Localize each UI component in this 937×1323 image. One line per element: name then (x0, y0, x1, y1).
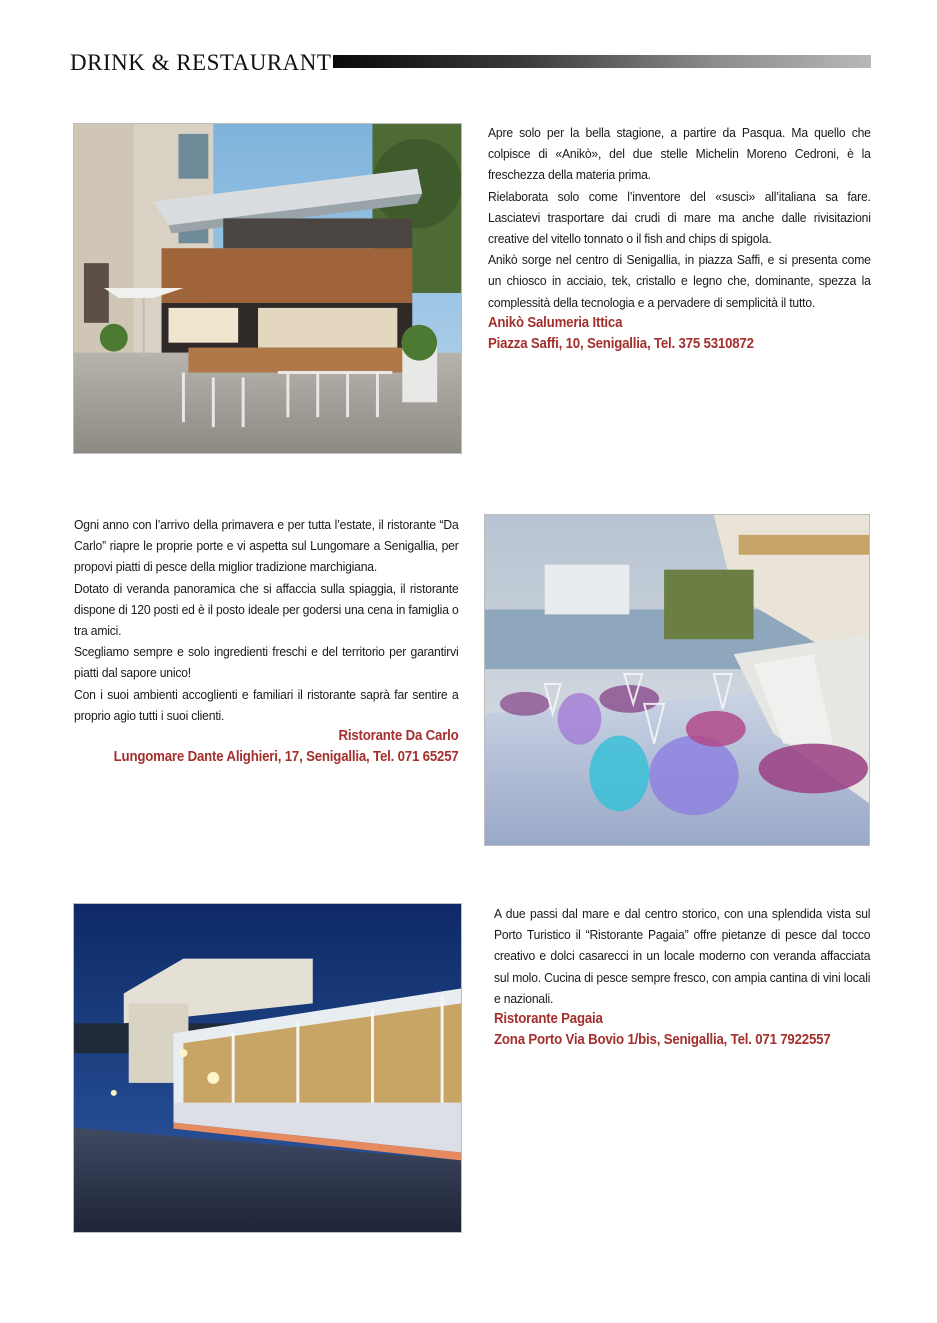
page-title: DRINK & RESTAURANT (70, 50, 332, 75)
venue-address: Zona Porto Via Bovio 1/bis, Senigallia, Tel. 071 7922557 (494, 1032, 831, 1049)
photo-da-carlo-terrace (484, 514, 870, 846)
venue-name: Anikò Salumeria Ittica (488, 314, 623, 331)
article-paragraph: Dotato di veranda panoramica che si affaccia sulla spiaggia, il ristorante dispone di 120 posti ed è il posto ideale per godersi una cena in famiglia o tra amici. (74, 580, 459, 639)
article-paragraph: Ogni anno con l’arrivo della primavera e per tutta l’estate, il ristorante “Da Carlo” riapre le proprie porte e vi aspetta sul Lungomare a Senigallia, per propovi piatti di pesce della miglior tradizione marchigiana. (74, 517, 459, 575)
photo-pagaia-veranda (73, 903, 462, 1233)
venue-address: Lungomare Dante Alighieri, 17, Senigallia, Tel. 071 65257 (113, 749, 459, 766)
venue-address: Piazza Saffi, 10, Senigallia, Tel. 375 5310872 (488, 336, 754, 353)
article-paragraph: A due passi dal mare e dal centro storico, con una splendida vista sul Porto Turistico il “Ristorante Pagaia” offre pietanze di pesce dal tocco creativo e dolci casarecci in un locale moderno con veranda affacciata sul molo. Cucina di pesce sempre fresco, con ampia cantina di vini locali e nazionali. (494, 906, 871, 1006)
article-paragraph: Rielaborata solo come l’inventore del «susci» all’italiana sa fare. Lasciatevi trasportare dai crudi di mare ma anche dalle rivisitazioni creative del vitello tonnato o il fish and chips di spigola. (488, 188, 871, 247)
article-aniko-text (488, 122, 871, 355)
article-paragraph: Apre solo per la bella stagione, a partire da Pasqua. Ma quello che colpisce di «Anikò», del due stelle Michelin Moreno Cedroni, è la freschezza della materia prima. (488, 125, 871, 183)
article-paragraph: Scegliamo sempre e solo ingredienti freschi e del territorio per garantirvi piatti dal sapore unico! (74, 644, 459, 681)
venue-name: Ristorante Pagaia (494, 1011, 603, 1028)
article-paragraph: Con i suoi ambienti accoglienti e familiari il ristorante saprà far sentire a proprio agio tutti i suoi clienti. (74, 686, 459, 723)
header-gradient-bar (333, 55, 871, 68)
article-pagaia-text (494, 903, 870, 1051)
venue-name: Ristorante Da Carlo (338, 728, 459, 745)
article-paragraph: Anikò sorge nel centro di Senigallia, in piazza Saffi, e si presenta come un chiosco in acciaio, tek, cristallo e legno che, dominante, spezza la complessità della tecnologia e a pervadere di semplicità il tutto. (488, 252, 871, 310)
article-da-carlo-text (74, 514, 459, 768)
photo-aniko-kiosk (73, 123, 462, 454)
